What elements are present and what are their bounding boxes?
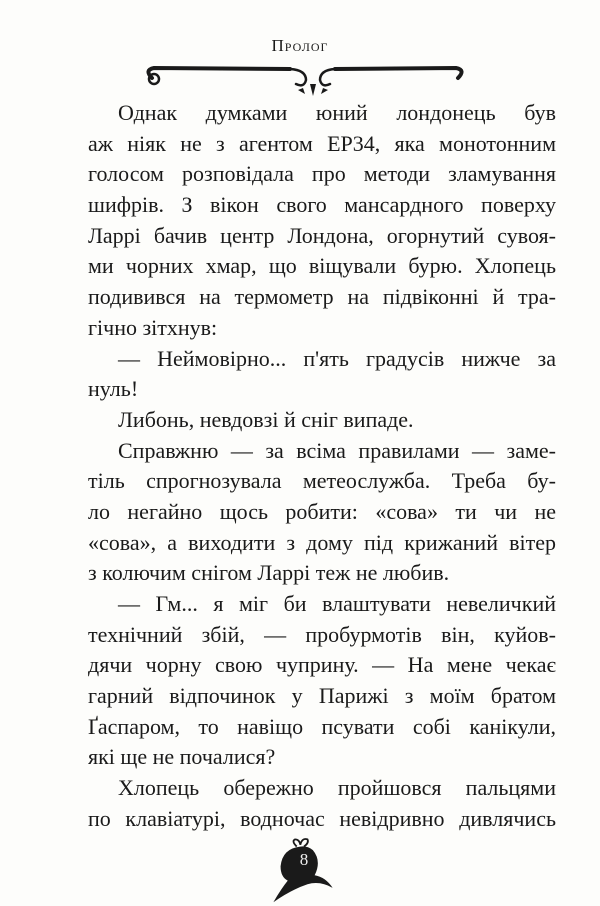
text-line: гічно зітхнув: bbox=[88, 314, 218, 340]
text-line: — Неймовірно... п'ять градусів нижче за bbox=[118, 345, 556, 371]
text-line: нуль! bbox=[88, 376, 139, 402]
text-line: подивився на термометр на підвіконні й тра- bbox=[88, 284, 556, 310]
text-line: технічний збій, — пробурмотів він, куйов- bbox=[88, 621, 556, 647]
text-line: «сова», а виходити з дому під крижаний вітер bbox=[88, 529, 556, 555]
text-line: Справжню — за всіма правилами — заме- bbox=[118, 437, 556, 463]
text-line: — Гм... я міг би влаштувати невеличкий bbox=[118, 591, 556, 616]
text-line: ло негайно щось робити: «сова» ти чи не bbox=[88, 498, 556, 524]
text-line: Хлопець обережно пройшовся пальцями bbox=[118, 775, 556, 801]
text-line: Либонь, невдовзі й сніг випаде. bbox=[118, 406, 414, 432]
text-line: які ще не почалися? bbox=[88, 744, 276, 770]
ornament-divider-icon bbox=[140, 62, 470, 98]
text-line: шифрів. З вікон свого мансардного поверху bbox=[88, 192, 556, 218]
text-line: аж ніяк не з агентом ЕР34, яка монотонним bbox=[88, 130, 556, 156]
text-line: гарний відпочинок у Парижі з моїм братом bbox=[88, 683, 556, 709]
text-line: Ларрі бачив центр Лондона, огорнутий сувоя- bbox=[88, 222, 556, 248]
text-line: по клавіатурі, водночас невідривно дивлячись bbox=[88, 805, 556, 831]
running-title: Пролог bbox=[271, 36, 329, 55]
text-line: ми чорних хмар, що віщували бурю. Хлопець bbox=[88, 253, 556, 279]
text-line: Ґаспаром, то навіщо псувати собі канікули, bbox=[88, 713, 556, 739]
page-number: 8 bbox=[299, 850, 309, 869]
text-line: з колючим снігом Ларрі теж не любив. bbox=[88, 560, 450, 586]
text-line: тіль спрогнозувала метеослужба. Треба бу- bbox=[88, 468, 556, 494]
text-line: голосом розповідала про методи зламування bbox=[88, 161, 556, 187]
text-line: дячи чорну свою чуприну. — На мене чекає bbox=[88, 652, 556, 678]
text-line: Однак думками юний лондонець був bbox=[118, 100, 556, 125]
body-text bbox=[88, 98, 556, 835]
